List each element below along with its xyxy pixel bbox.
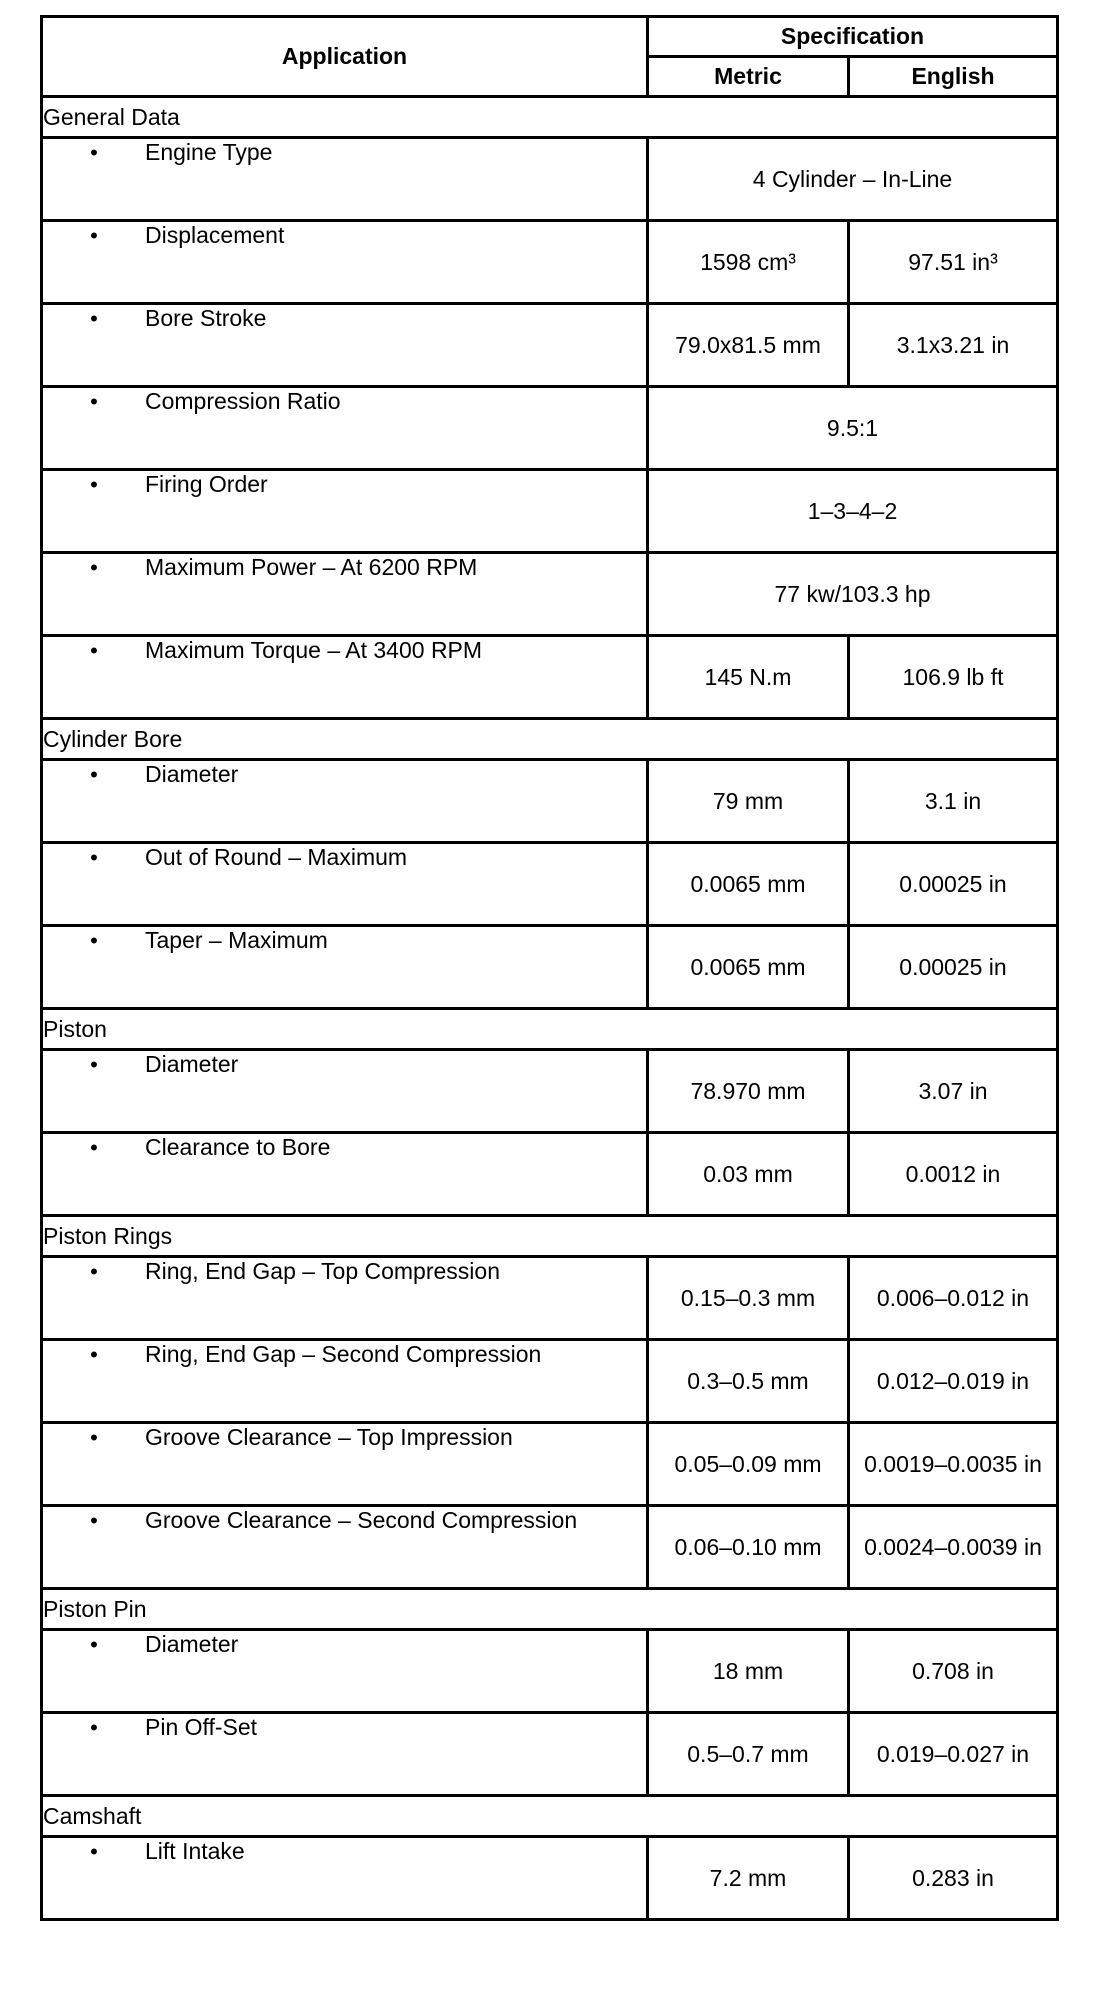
table-row [42,1423,1058,1506]
english-value-cell: 3.07 in [849,1050,1058,1133]
table-row [42,1257,1058,1340]
item-label: Maximum Power – At 6200 RPM [145,554,478,580]
item-label: Firing Order [145,471,268,497]
bullet-icon: • [90,306,98,331]
table-row [42,760,1058,843]
application-cell [42,1133,648,1216]
bullet-icon: • [90,638,98,663]
section-title: Piston [42,1009,1058,1050]
bullet-icon: • [90,762,98,787]
metric-value-cell: 0.0065 mm [648,843,849,926]
application-cell [42,1050,648,1133]
bullet-icon: • [90,1052,98,1077]
application-cell [42,1630,648,1713]
item-label: Maximum Torque – At 3400 RPM [145,637,483,663]
table-row [42,304,1058,387]
table-row [42,387,1058,470]
combined-value-cell: 77 kw/103.3 hp [648,553,1058,636]
metric-value-cell: 79 mm [648,760,849,843]
metric-value-cell: 0.3–0.5 mm [648,1340,849,1423]
application-cell [42,636,648,719]
table-row [42,221,1058,304]
metric-value-cell: 145 N.m [648,636,849,719]
application-cell [42,760,648,843]
section-title: General Data [42,97,1058,138]
bullet-icon: • [90,555,98,580]
application-header: Application [42,17,648,97]
table-row [42,1506,1058,1589]
metric-value-cell: 1598 cm³ [648,221,849,304]
metric-value-cell: 0.03 mm [648,1133,849,1216]
section-row [42,1216,1058,1257]
application-cell [42,843,648,926]
item-label: Groove Clearance – Second Compression [145,1507,578,1533]
metric-value-cell: 79.0x81.5 mm [648,304,849,387]
item-label: Taper – Maximum [145,927,328,953]
item-label: Ring, End Gap – Second Compression [145,1341,542,1367]
application-cell [42,1340,648,1423]
specification-table [40,15,1059,1921]
english-value-cell: 0.00025 in [849,843,1058,926]
application-cell [42,1837,648,1920]
english-value-cell: 0.012–0.019 in [849,1340,1058,1423]
table-row [42,1837,1058,1920]
section-title: Cylinder Bore [42,719,1058,760]
english-value-cell: 0.00025 in [849,926,1058,1009]
metric-value-cell: 18 mm [648,1630,849,1713]
application-cell [42,1423,648,1506]
item-label: Bore Stroke [145,305,267,331]
english-value-cell: 106.9 lb ft [849,636,1058,719]
english-value-cell: 3.1 in [849,760,1058,843]
table-row [42,1630,1058,1713]
item-label: Displacement [145,222,285,248]
english-value-cell: 0.006–0.012 in [849,1257,1058,1340]
section-row [42,1796,1058,1837]
table-body [42,17,1058,1920]
item-label: Engine Type [145,139,273,165]
application-cell [42,926,648,1009]
application-cell [42,1713,648,1796]
application-cell [42,387,648,470]
application-cell [42,1257,648,1340]
table-row [42,1713,1058,1796]
item-label: Compression Ratio [145,388,341,414]
item-label: Out of Round – Maximum [145,844,408,870]
application-cell [42,470,648,553]
bullet-icon: • [90,1632,98,1657]
bullet-icon: • [90,1135,98,1160]
metric-value-cell: 7.2 mm [648,1837,849,1920]
english-value-cell: 0.0024–0.0039 in [849,1506,1058,1589]
metric-value-cell: 0.15–0.3 mm [648,1257,849,1340]
metric-value-cell: 0.0065 mm [648,926,849,1009]
section-title: Piston Rings [42,1216,1058,1257]
application-cell [42,304,648,387]
bullet-icon: • [90,389,98,414]
section-title: Piston Pin [42,1589,1058,1630]
bullet-icon: • [90,1342,98,1367]
bullet-icon: • [90,1839,98,1864]
bullet-icon: • [90,140,98,165]
section-row [42,97,1058,138]
application-cell [42,221,648,304]
table-row [42,1050,1058,1133]
item-label: Ring, End Gap – Top Compression [145,1258,500,1284]
item-label: Diameter [145,1631,239,1657]
table-row [42,1133,1058,1216]
combined-value-cell: 4 Cylinder – In-Line [648,138,1058,221]
combined-value-cell: 9.5:1 [648,387,1058,470]
header-row-top [42,17,1058,57]
bullet-icon: • [90,1508,98,1533]
section-row [42,719,1058,760]
metric-value-cell: 0.05–0.09 mm [648,1423,849,1506]
table-row [42,138,1058,221]
table-row [42,843,1058,926]
item-label: Clearance to Bore [145,1134,331,1160]
bullet-icon: • [90,928,98,953]
english-value-cell: 3.1x3.21 in [849,304,1058,387]
table-row [42,553,1058,636]
english-value-cell: 0.0019–0.0035 in [849,1423,1058,1506]
english-value-cell: 97.51 in³ [849,221,1058,304]
bullet-icon: • [90,1425,98,1450]
metric-value-cell: 78.970 mm [648,1050,849,1133]
application-cell [42,1506,648,1589]
bullet-icon: • [90,472,98,497]
section-title: Camshaft [42,1796,1058,1837]
section-row [42,1009,1058,1050]
item-label: Diameter [145,1051,239,1077]
bullet-icon: • [90,845,98,870]
specification-header: Specification [648,17,1058,57]
metric-header: Metric [648,57,849,97]
table-row [42,926,1058,1009]
metric-value-cell: 0.5–0.7 mm [648,1713,849,1796]
english-value-cell: 0.019–0.027 in [849,1713,1058,1796]
english-value-cell: 0.708 in [849,1630,1058,1713]
table-row [42,470,1058,553]
item-label: Pin Off-Set [145,1714,258,1740]
application-cell [42,553,648,636]
bullet-icon: • [90,223,98,248]
application-cell [42,138,648,221]
bullet-icon: • [90,1715,98,1740]
english-value-cell: 0.283 in [849,1837,1058,1920]
english-header: English [849,57,1058,97]
table-row [42,636,1058,719]
metric-value-cell: 0.06–0.10 mm [648,1506,849,1589]
item-label: Groove Clearance – Top Impression [145,1424,513,1450]
bullet-icon: • [90,1259,98,1284]
table-row [42,1340,1058,1423]
combined-value-cell: 1–3–4–2 [648,470,1058,553]
item-label: Diameter [145,761,239,787]
section-row [42,1589,1058,1630]
english-value-cell: 0.0012 in [849,1133,1058,1216]
item-label: Lift Intake [145,1838,245,1864]
